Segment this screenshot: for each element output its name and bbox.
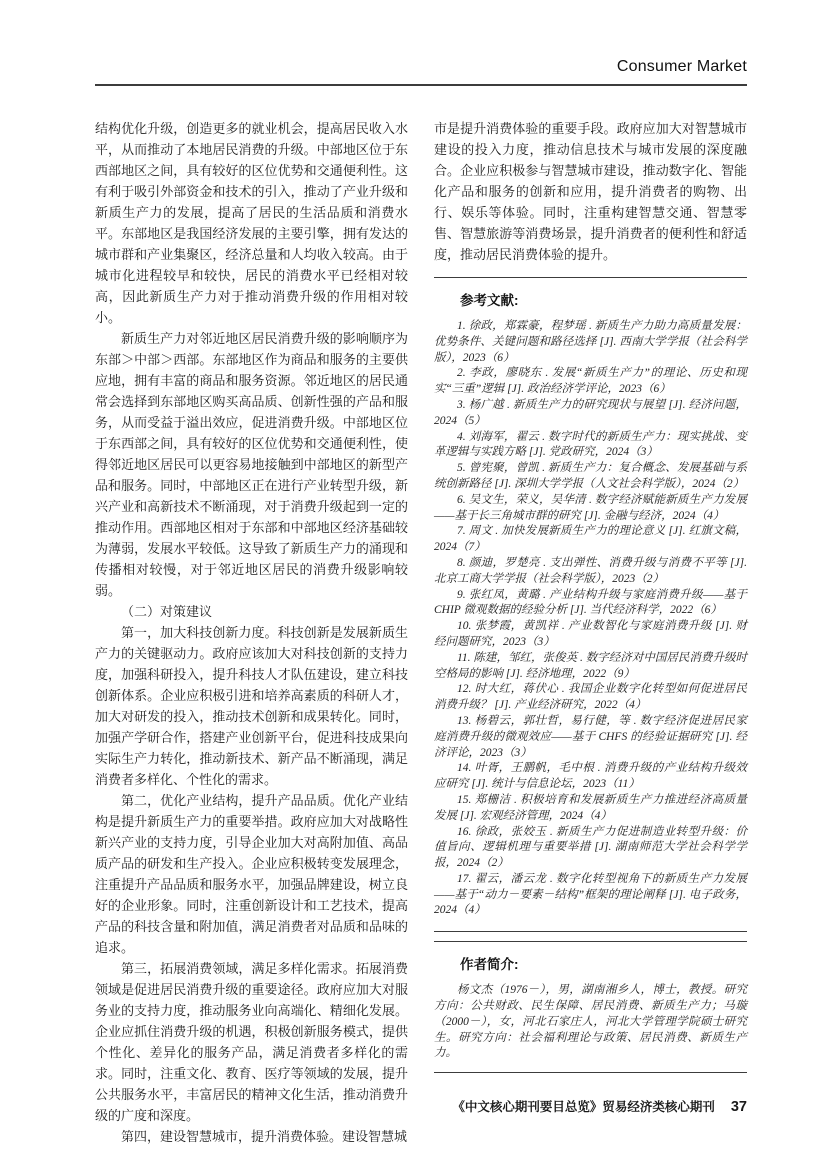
reference-item: 11. 陈建，邹红，张俊英 . 数字经济对中国居民消费升级时空格局的影响 [J]. 经济地理，2022（9） [434, 651, 747, 680]
reference-item: 8. 颜迪，罗楚亮 . 支出弹性、消费升级与消费不平等 [J]. 北京工商大学学报（社会科学版），2023（2） [434, 556, 747, 585]
reference-item: 4. 刘海军，翟云 . 数字时代的新质生产力：现实挑战、变革逻辑与实践方略 [J]. 党政研究，2024（3） [434, 430, 747, 459]
running-head: Consumer Market [616, 58, 747, 75]
body-paragraph: 第二，优化产业结构，提升产品品质。优化产业结构是提升新质生产力的重要举措。政府应加大对战略性新兴产业的支持力度，引导企业加大对高附加值、高品质产品的研发和生产投入。企业应积极转变发展理念，注重提升产品品质和服务水平，加强品牌建设，树立良好的企业形象。同时，注重创新设计和工艺技术，提高产品的科技含量和附加值，满足消费者对品质和品味的追求。 [95, 793, 408, 955]
reference-item: 12. 时大红，蒋伏心 . 我国企业数字化转型如何促进居民消费升级？ [J]. 产业经济研究，2022（4） [434, 683, 747, 712]
references-heading: 参考文献: [460, 293, 519, 308]
footer-rule [434, 1072, 747, 1073]
body-paragraph: 结构优化升级，创造更多的就业机会，提高居民收入水平，从而推动了本地居民消费的升级。中部地区位于东西部地区之间，具有较好的区位优势和交通便利性。这有利于吸引外部资金和技术的引入，推动了产业升级和新质生产力的发展，提高了居民的生活品质和消费水平。东部地区是我国经济发展的主要引擎，拥有发达的城市群和产业集聚区，经济总量和人均收入较高。由于城市化进程较早和较快，居民的消费水平已经相对较高，因此新质生产力对于推动消费升级的作用相对较小。 [95, 121, 408, 325]
reference-item: 5. 曾宪聚，曾凯 . 新质生产力：复合概念、发展基础与系统创新路径 [J]. 深圳大学学报（人文社会科学版），2024（2） [434, 462, 747, 490]
reference-item: 2. 李政，廖晓东 . 发展“新质生产力”的理论、历史和现实“三重”逻辑 [J]. 政治经济学评论，2023（6） [434, 367, 747, 396]
body-paragraph: 第四，建设智慧城市，提升消费体验。建设智慧城 [121, 1129, 408, 1144]
reference-item: 14. 叶胥，王鹏帆，毛中根 . 消费升级的产业结构升级效应研究 [J]. 统计与信息论坛，2023（11） [434, 762, 747, 791]
right-column [434, 118, 747, 1147]
page-content [95, 58, 747, 1147]
body-paragraph: 第一，加大科技创新力度。科技创新是发展新质生产力的关键驱动力。政府应该加大对科技创新的支持力度，加强科研投入，提升科技人才队伍建设，建立科技创新体系。企业应积极引进和培养高素质的科研人才，加大对研发的投入，推动技术创新和成果转化。同时，加强产学研合作，搭建产业创新平台，促进科技成果向实际生产力转化，推动新技术、新产品不断涌现，满足消费者多样化、个性化的需求。 [95, 625, 408, 787]
body-paragraph: （二）对策建议 [121, 604, 213, 619]
page-number: 37 [730, 1099, 747, 1116]
body-paragraph: 第三，拓展消费领域，满足多样化需求。拓展消费领域是促进居民消费升级的重要途径。政府应加大对服务业的支持力度，推动服务业向高端化、精细化发展。企业应抓住消费升级的机遇，积极创新服务模式，提供个性化、差异化的服务产品，满足消费者多样化的需求。同时，注重文化、教育、医疗等领域的发展，提升公共服务水平，丰富居民的精神文化生活，推动消费升级的广度和深度。 [95, 961, 408, 1123]
two-column-body [95, 118, 747, 1147]
body-paragraph: 市是提升消费体验的重要手段。政府应加大对智慧城市建设的投入力度，推动信息技术与城市发展的深度融合。企业应积极参与智慧城市建设，推动数字化、智能化产品和服务的创新和应用，提升消费者的购物、出行、娱乐等体验。同时，注重构建智慧交通、智慧零售、智慧旅游等消费场景，提升消费者的便利性和舒适度，推动居民消费体验的提升。 [434, 121, 747, 262]
author-bio: 杨文杰（1976－），男，湖南湘乡人，博士，教授。研究方向：公共财政、民生保障、居民消费、新质生产力；马璇（2000－），女，河北石家庄人，河北大学管理学院硕士研究生。研究方向：社会福利理论与政策、居民消费、新质生产力。 [434, 984, 747, 1060]
reference-item: 7. 周文 . 加快发展新质生产力的理论意义 [J]. 红旗文稿，2024（7） [434, 525, 747, 554]
reference-item: 10. 张梦霞，黄凯祥 . 产业数智化与家庭消费升级 [J]. 财经问题研究，2023（3） [434, 620, 747, 648]
page-header [95, 58, 747, 86]
reference-item: 13. 杨碧云，郭壮哲，易行健，等 . 数字经济促进居民家庭消费升级的微观效应——基于 CHFS 的经验证据研究 [J]. 经济评论，2023（3） [434, 714, 747, 759]
left-column [95, 118, 408, 1147]
author-heading: 作者简介: [460, 957, 519, 973]
header-rule [95, 84, 747, 86]
reference-item: 6. 吴文生，荣义，吴华清 . 数字经济赋能新质生产力发展——基于长三角城市群的研究 [J]. 金融与经济，2024（4） [434, 493, 747, 522]
references-list [434, 319, 747, 919]
reference-item: 9. 张红凤，黄璐 . 产业结构升级与家庭消费升级——基于 CHIP 微观数据的经验分析 [J]. 当代经济科学，2022（6） [434, 588, 747, 617]
page-footer [434, 1097, 747, 1118]
body-paragraph: 新质生产力对邻近地区居民消费升级的影响顺序为东部＞中部＞西部。东部地区作为商品和服务的主要供应地，拥有丰富的商品和服务资源。邻近地区的居民通常会选择到东部地区购买高品质、创新性强的产品和服务，从而受益于溢出效应，促进消费升级。中部地区位于东西部之间，具有较好的区位优势和交通便利性，使得邻近地区居民可以更容易地接触到中部地区的新型产品和服务。同时，中部地区正在进行产业转型升级，新兴产业和高新技术不断涌现，对于消费升级起到一定的推动作用。西部地区相对于东部和中部地区经济基础较为薄弱，发展水平较低。这导致了新质生产力的涌现和传播相对较慢，对于邻近地区居民的消费升级影响较弱。 [95, 331, 408, 598]
author-section-separator [434, 931, 747, 942]
reference-item: 1. 徐政，郑霖豪，程梦瑶 . 新质生产力助力高质量发展：优势条件、关键问题和路径选择 [J]. 西南大学学报（社会科学版），2023（6） [434, 320, 747, 364]
reference-item: 17. 翟云，潘云龙 . 数字化转型视角下的新质生产力发展——基于“动力－要素－结构”框架的理论阐释 [J]. 电子政务，2024（4） [434, 872, 747, 917]
reference-item: 15. 郑栅洁 . 积极培育和发展新质生产力推进经济高质量发展 [J]. 宏观经济管理，2024（4） [434, 793, 747, 822]
reference-item: 3. 杨广越 . 新质生产力的研究现状与展望 [J]. 经济问题，2024（5） [434, 398, 747, 427]
journal-note: 《中文核心期刊要目总览》贸易经济类核心期刊 [452, 1100, 715, 1115]
reference-item: 16. 徐政，张姣玉 . 新质生产力促进制造业转型升级：价值旨向、逻辑机理与重要举措 [J]. 湖南师范大学社会科学学报，2024（2） [434, 825, 747, 870]
references-top-rule [434, 277, 747, 278]
